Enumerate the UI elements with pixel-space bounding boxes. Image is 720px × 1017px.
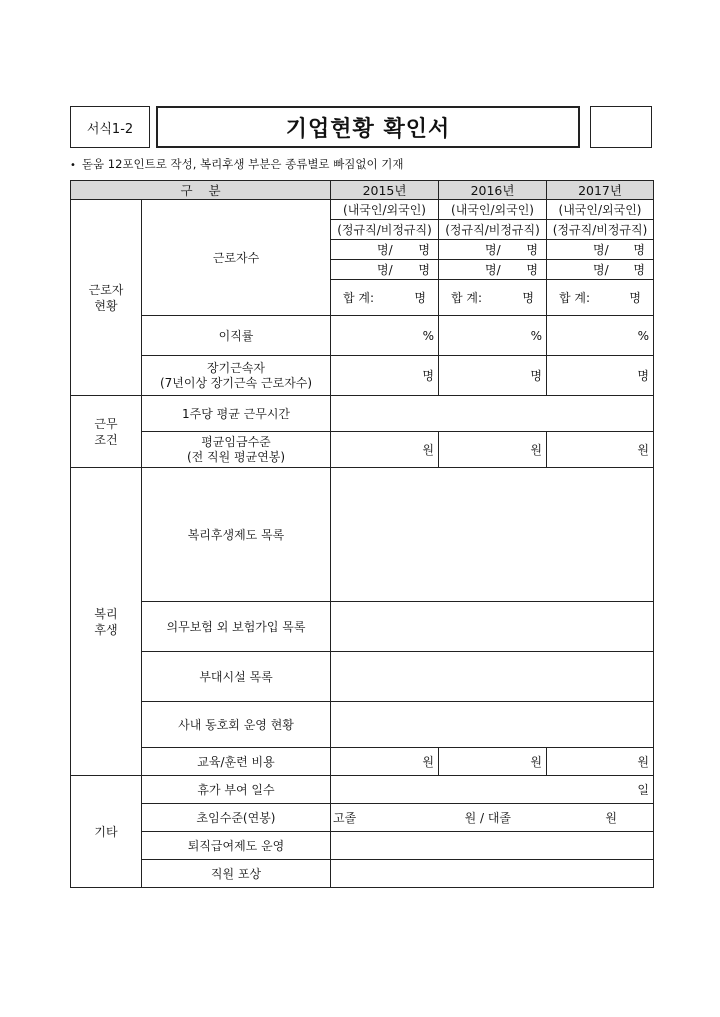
training-label: 교육/훈련 비용	[142, 748, 331, 776]
turnover-cell[interactable]: %	[331, 316, 439, 356]
avg-wage-label-line2: (전 직원 평균연봉)	[186, 449, 286, 464]
leave-cell[interactable]: 일	[331, 776, 654, 804]
retirement-label: 퇴직급여제도 운영	[142, 832, 331, 860]
turnover-row	[71, 316, 654, 356]
training-cell[interactable]: 원	[439, 748, 547, 776]
stamp-box	[590, 106, 652, 148]
persons-text: 명	[633, 263, 646, 277]
facilities-row	[71, 652, 654, 702]
insurance-row	[71, 602, 654, 652]
regular-irregular-2017: (정규직/비정규직)	[547, 220, 654, 240]
starting-wage-cell[interactable]	[331, 804, 654, 832]
worker-count-label: 근로자수	[142, 200, 331, 316]
regular-irregular-2016: (정규직/비정규직)	[439, 220, 547, 240]
facilities-label: 부대시설 목록	[142, 652, 331, 702]
domestic-foreign-2015: (내국인/외국인)	[331, 200, 439, 220]
clubs-cell[interactable]	[331, 702, 654, 748]
form-number-label	[70, 106, 150, 148]
worker-row-domestic	[71, 200, 654, 220]
turnover-cell[interactable]: %	[439, 316, 547, 356]
company-status-table	[70, 180, 654, 888]
avg-wage-cell[interactable]: 원	[331, 432, 439, 468]
instruction-note-text: 돋움 12포인트로 작성, 복리후생 부분은 종류별로 빠짐없이 기재	[81, 157, 404, 171]
avg-wage-label-line1: 평균임금수준	[201, 434, 271, 449]
facilities-cell[interactable]	[331, 652, 654, 702]
long-term-label	[142, 356, 331, 396]
long-term-cell[interactable]: 명	[547, 356, 654, 396]
won-college-label: 원 / 대졸	[464, 811, 512, 825]
rewards-row	[71, 860, 654, 888]
group-conditions	[71, 396, 142, 468]
insurance-cell[interactable]	[331, 602, 654, 652]
group-workers	[71, 200, 142, 396]
high-school-label: 고졸	[333, 811, 357, 825]
persons-slash-text: 명/	[377, 263, 393, 277]
persons-text: 명	[522, 291, 535, 305]
weekly-hours-row	[71, 396, 654, 432]
group-etc	[71, 776, 142, 888]
retirement-row	[71, 832, 654, 860]
insurance-label: 의무보험 외 보험가입 목록	[142, 602, 331, 652]
long-term-row	[71, 356, 654, 396]
year-header-2017: 2017년	[547, 181, 654, 200]
avg-wage-label	[142, 432, 331, 468]
persons-text: 명	[418, 263, 431, 277]
persons-cell[interactable]	[439, 260, 547, 280]
year-header-2015: 2015년	[331, 181, 439, 200]
weekly-hours-label: 1주당 평균 근무시간	[142, 396, 331, 432]
domestic-foreign-2017: (내국인/외국인)	[547, 200, 654, 220]
document-title	[156, 106, 580, 148]
avg-wage-cell[interactable]: 원	[547, 432, 654, 468]
training-cell[interactable]: 원	[547, 748, 654, 776]
avg-wage-row	[71, 432, 654, 468]
total-label: 합 계:	[451, 291, 483, 305]
persons-cell[interactable]	[331, 260, 439, 280]
clubs-label: 사내 동호회 운영 현황	[142, 702, 331, 748]
long-term-label-line2: (7년이상 장기근속 근로자수)	[159, 375, 313, 390]
group-welfare	[71, 468, 142, 776]
instruction-note	[70, 156, 404, 172]
long-term-label-line1: 장기근속자	[207, 360, 265, 375]
persons-text: 명	[526, 263, 539, 277]
persons-slash-text: 명/	[485, 243, 501, 257]
domestic-foreign-2016: (내국인/외국인)	[439, 200, 547, 220]
group-welfare-label: 복리 후생	[94, 606, 118, 637]
welfare-list-label: 복리후생제도 목록	[142, 468, 331, 602]
persons-text: 명	[633, 243, 646, 257]
persons-slash-text: 명/	[593, 263, 609, 277]
weekly-hours-cell[interactable]	[331, 396, 654, 432]
persons-slash-text: 명/	[377, 243, 393, 257]
total-cell[interactable]	[547, 280, 654, 316]
welfare-list-row	[71, 468, 654, 602]
total-label: 합 계:	[343, 291, 375, 305]
total-label: 합 계:	[559, 291, 591, 305]
rewards-cell[interactable]	[331, 860, 654, 888]
persons-cell[interactable]	[547, 240, 654, 260]
avg-wage-cell[interactable]: 원	[439, 432, 547, 468]
leave-label: 휴가 부여 일수	[142, 776, 331, 804]
persons-text: 명	[526, 243, 539, 257]
form-number-text: 서식1-2	[86, 121, 134, 137]
persons-cell[interactable]	[439, 240, 547, 260]
starting-wage-label: 초임수준(연봉)	[142, 804, 331, 832]
document-title-text: 기업현황 확인서	[285, 116, 451, 142]
persons-text: 명	[414, 291, 427, 305]
retirement-cell[interactable]	[331, 832, 654, 860]
turnover-cell[interactable]: %	[547, 316, 654, 356]
regular-irregular-2015: (정규직/비정규직)	[331, 220, 439, 240]
bullet-icon: •	[70, 160, 76, 171]
persons-cell[interactable]	[331, 240, 439, 260]
persons-text: 명	[629, 291, 642, 305]
group-etc-label: 기타	[94, 825, 118, 839]
starting-wage-row	[71, 804, 654, 832]
total-cell[interactable]	[439, 280, 547, 316]
persons-slash-text: 명/	[485, 263, 501, 277]
category-header: 구 분	[71, 181, 331, 200]
persons-slash-text: 명/	[593, 243, 609, 257]
persons-text: 명	[418, 243, 431, 257]
rewards-label: 직원 포상	[142, 860, 331, 888]
training-cell[interactable]: 원	[331, 748, 439, 776]
total-cell[interactable]	[331, 280, 439, 316]
leave-row	[71, 776, 654, 804]
persons-cell[interactable]	[547, 260, 654, 280]
clubs-row	[71, 702, 654, 748]
turnover-label: 이직률	[142, 316, 331, 356]
group-workers-label: 근로자 현황	[88, 282, 124, 313]
training-row	[71, 748, 654, 776]
header-row	[71, 181, 654, 200]
won-label: 원	[605, 811, 618, 825]
group-conditions-label: 근무 조건	[94, 416, 118, 447]
long-term-cell[interactable]: 명	[439, 356, 547, 396]
long-term-cell[interactable]: 명	[331, 356, 439, 396]
welfare-list-cell[interactable]	[331, 468, 654, 602]
year-header-2016: 2016년	[439, 181, 547, 200]
